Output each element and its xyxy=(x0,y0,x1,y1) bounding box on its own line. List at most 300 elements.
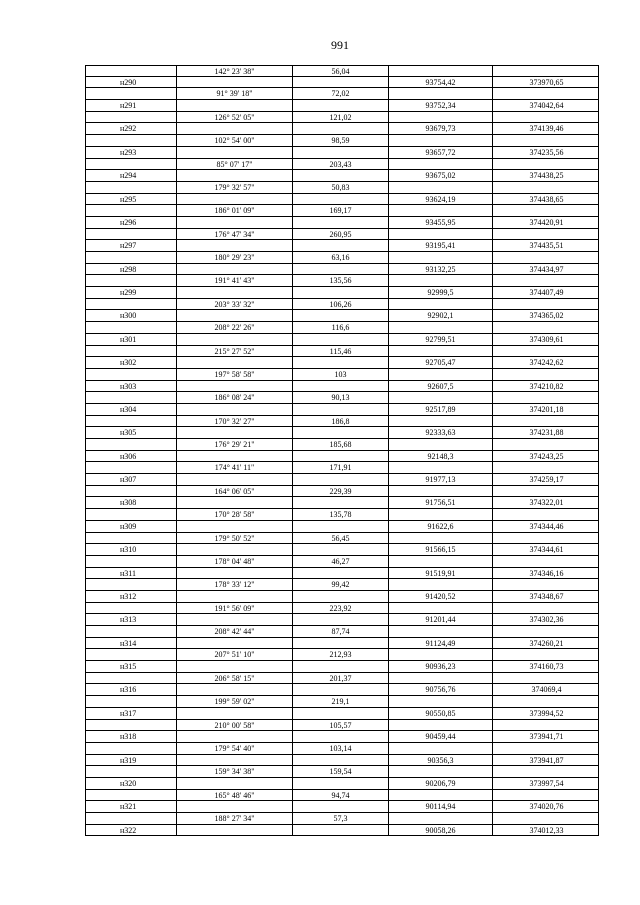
point-name-cell xyxy=(86,299,176,310)
point-row xyxy=(85,708,599,720)
point-name-cell xyxy=(86,766,176,777)
y-coordinate-cell: 374348,67 xyxy=(492,591,600,602)
y-coordinate-cell: 374139,46 xyxy=(492,123,600,134)
length-cell xyxy=(292,544,388,555)
direction-angle-cell xyxy=(176,684,292,695)
length-cell xyxy=(292,755,388,766)
y-coordinate-cell xyxy=(492,392,600,403)
measure-row xyxy=(85,720,599,732)
point-row xyxy=(85,77,599,89)
measure-row xyxy=(85,790,599,802)
measure-row xyxy=(85,649,599,661)
direction-angle-cell: 203° 33' 32" xyxy=(176,299,292,310)
y-coordinate-cell: 374344,46 xyxy=(492,521,600,532)
measure-row xyxy=(85,486,599,498)
y-coordinate-cell: 374438,25 xyxy=(492,170,600,181)
measure-row xyxy=(85,182,599,194)
point-name-cell xyxy=(86,649,176,660)
direction-angle-cell: 102° 54' 00" xyxy=(176,135,292,146)
direction-angle-cell xyxy=(176,568,292,579)
x-coordinate-cell: 93195,41 xyxy=(388,240,492,251)
direction-angle-cell xyxy=(176,381,292,392)
y-coordinate-cell xyxy=(492,813,600,824)
y-coordinate-cell xyxy=(492,252,600,263)
measure-row xyxy=(85,346,599,358)
x-coordinate-cell xyxy=(388,369,492,380)
x-coordinate-cell xyxy=(388,626,492,637)
length-cell: 203,43 xyxy=(292,159,388,170)
y-coordinate-cell xyxy=(492,112,600,123)
length-cell xyxy=(292,591,388,602)
point-row xyxy=(85,521,599,533)
point-row xyxy=(85,170,599,182)
length-cell: 116,6 xyxy=(292,322,388,333)
point-row xyxy=(85,614,599,626)
y-coordinate-cell: 374231,88 xyxy=(492,427,600,438)
measure-row xyxy=(85,462,599,474)
point-name-cell: н316 xyxy=(120,685,137,695)
point-row xyxy=(85,638,599,650)
point-row xyxy=(85,755,599,767)
direction-angle-cell xyxy=(176,614,292,625)
direction-angle-cell: 91° 39' 18" xyxy=(176,88,292,99)
length-cell xyxy=(292,217,388,228)
x-coordinate-cell xyxy=(388,556,492,567)
x-coordinate-cell: 90114,94 xyxy=(388,801,492,812)
direction-angle-cell xyxy=(176,778,292,789)
x-coordinate-cell xyxy=(388,346,492,357)
point-name-cell: н296 xyxy=(120,217,137,227)
measure-row xyxy=(85,252,599,264)
length-cell: 72,02 xyxy=(292,88,388,99)
measure-row xyxy=(85,673,599,685)
point-name-cell xyxy=(86,509,176,520)
y-coordinate-cell xyxy=(492,556,600,567)
x-coordinate-cell xyxy=(388,88,492,99)
direction-angle-cell xyxy=(176,357,292,368)
direction-angle-cell: 186° 01' 09" xyxy=(176,205,292,216)
length-cell xyxy=(292,451,388,462)
y-coordinate-cell: 373997,54 xyxy=(492,778,600,789)
y-coordinate-cell: 374069,4 xyxy=(492,684,600,695)
direction-angle-cell: 165° 48' 46" xyxy=(176,790,292,801)
x-coordinate-cell: 92999,5 xyxy=(388,287,492,298)
x-coordinate-cell: 93624,19 xyxy=(388,194,492,205)
y-coordinate-cell xyxy=(492,579,600,590)
length-cell: 90,13 xyxy=(292,392,388,403)
point-name-cell: н315 xyxy=(120,662,137,672)
direction-angle-cell: 180° 29' 23" xyxy=(176,252,292,263)
y-coordinate-cell: 374160,73 xyxy=(492,661,600,672)
point-row xyxy=(85,825,599,837)
y-coordinate-cell: 374302,36 xyxy=(492,614,600,625)
direction-angle-cell xyxy=(176,404,292,415)
y-coordinate-cell xyxy=(492,88,600,99)
point-name-cell: н304 xyxy=(120,404,137,414)
point-name-cell: н307 xyxy=(120,475,137,485)
x-coordinate-cell xyxy=(388,392,492,403)
measure-row xyxy=(85,439,599,451)
direction-angle-cell: 170° 28' 58" xyxy=(176,509,292,520)
length-cell: 99,42 xyxy=(292,579,388,590)
y-coordinate-cell xyxy=(492,66,600,76)
x-coordinate-cell xyxy=(388,603,492,614)
point-name-cell: н313 xyxy=(120,615,137,625)
direction-angle-cell xyxy=(176,544,292,555)
direction-angle-cell: 142° 23' 38" xyxy=(176,66,292,76)
direction-angle-cell: 85° 07' 17" xyxy=(176,159,292,170)
x-coordinate-cell: 93752,34 xyxy=(388,100,492,111)
x-coordinate-cell: 92902,1 xyxy=(388,310,492,321)
point-name-cell: н308 xyxy=(120,498,137,508)
point-name-cell xyxy=(86,182,176,193)
point-name-cell: н318 xyxy=(120,732,137,742)
point-name-cell xyxy=(86,603,176,614)
x-coordinate-cell xyxy=(388,275,492,286)
measure-row xyxy=(85,65,599,77)
x-coordinate-cell xyxy=(388,182,492,193)
length-cell: 56,45 xyxy=(292,533,388,544)
length-cell xyxy=(292,708,388,719)
length-cell xyxy=(292,614,388,625)
length-cell: 223,92 xyxy=(292,603,388,614)
length-cell: 63,16 xyxy=(292,252,388,263)
length-cell xyxy=(292,334,388,345)
point-name-cell xyxy=(86,486,176,497)
point-row xyxy=(85,778,599,790)
point-name-cell xyxy=(86,462,176,473)
measure-row xyxy=(85,322,599,334)
y-coordinate-cell xyxy=(492,205,600,216)
x-coordinate-cell xyxy=(388,813,492,824)
y-coordinate-cell xyxy=(492,509,600,520)
direction-angle-cell: 170° 32' 27" xyxy=(176,416,292,427)
y-coordinate-cell xyxy=(492,649,600,660)
y-coordinate-cell: 374260,21 xyxy=(492,638,600,649)
length-cell xyxy=(292,825,388,836)
y-coordinate-cell: 373941,87 xyxy=(492,755,600,766)
direction-angle-cell xyxy=(176,497,292,508)
point-name-cell: н291 xyxy=(120,101,137,111)
point-name-cell: н298 xyxy=(120,264,137,274)
point-name-cell: н312 xyxy=(120,591,137,601)
measure-row xyxy=(85,743,599,755)
x-coordinate-cell: 92333,63 xyxy=(388,427,492,438)
measure-row xyxy=(85,229,599,241)
point-name-cell xyxy=(86,205,176,216)
direction-angle-cell xyxy=(176,591,292,602)
point-row xyxy=(85,427,599,439)
direction-angle-cell: 206° 58' 15" xyxy=(176,673,292,684)
point-name-cell xyxy=(86,626,176,637)
y-coordinate-cell xyxy=(492,462,600,473)
x-coordinate-cell xyxy=(388,790,492,801)
length-cell xyxy=(292,287,388,298)
x-coordinate-cell xyxy=(388,486,492,497)
x-coordinate-cell xyxy=(388,673,492,684)
point-name-cell xyxy=(86,579,176,590)
length-cell: 121,02 xyxy=(292,112,388,123)
length-cell: 103 xyxy=(292,369,388,380)
direction-angle-cell xyxy=(176,731,292,742)
length-cell: 171,91 xyxy=(292,462,388,473)
length-cell xyxy=(292,638,388,649)
y-coordinate-cell xyxy=(492,673,600,684)
direction-angle-cell: 208° 42' 44" xyxy=(176,626,292,637)
direction-angle-cell xyxy=(176,287,292,298)
direction-angle-cell: 197° 58' 58" xyxy=(176,369,292,380)
x-coordinate-cell: 91622,6 xyxy=(388,521,492,532)
measure-row xyxy=(85,299,599,311)
y-coordinate-cell xyxy=(492,416,600,427)
measure-row xyxy=(85,416,599,428)
x-coordinate-cell: 92148,3 xyxy=(388,451,492,462)
length-cell: 186,8 xyxy=(292,416,388,427)
y-coordinate-cell xyxy=(492,346,600,357)
point-name-cell xyxy=(86,743,176,754)
measure-row xyxy=(85,88,599,100)
measure-row xyxy=(85,275,599,287)
length-cell: 50,83 xyxy=(292,182,388,193)
length-cell: 105,57 xyxy=(292,720,388,731)
y-coordinate-cell: 374012,33 xyxy=(492,825,600,836)
length-cell xyxy=(292,778,388,789)
length-cell xyxy=(292,194,388,205)
y-coordinate-cell xyxy=(492,182,600,193)
point-name-cell: н321 xyxy=(120,802,137,812)
length-cell: 56,04 xyxy=(292,66,388,76)
x-coordinate-cell xyxy=(388,159,492,170)
point-name-cell xyxy=(86,252,176,263)
direction-angle-cell: 178° 04' 48" xyxy=(176,556,292,567)
direction-angle-cell: 188° 27' 34" xyxy=(176,813,292,824)
direction-angle-cell xyxy=(176,825,292,836)
x-coordinate-cell: 90936,23 xyxy=(388,661,492,672)
length-cell xyxy=(292,100,388,111)
point-row xyxy=(85,661,599,673)
length-cell: 229,39 xyxy=(292,486,388,497)
point-row xyxy=(85,404,599,416)
measure-row xyxy=(85,626,599,638)
point-name-cell xyxy=(86,159,176,170)
x-coordinate-cell: 90058,26 xyxy=(388,825,492,836)
point-name-cell: н303 xyxy=(120,381,137,391)
point-row xyxy=(85,497,599,509)
point-row xyxy=(85,684,599,696)
point-name-cell: н317 xyxy=(120,708,137,718)
length-cell xyxy=(292,568,388,579)
direction-angle-cell xyxy=(176,170,292,181)
length-cell xyxy=(292,381,388,392)
x-coordinate-cell xyxy=(388,743,492,754)
length-cell: 115,46 xyxy=(292,346,388,357)
y-coordinate-cell: 374346,16 xyxy=(492,568,600,579)
y-coordinate-cell xyxy=(492,720,600,731)
direction-angle-cell xyxy=(176,77,292,88)
point-row xyxy=(85,451,599,463)
y-coordinate-cell xyxy=(492,322,600,333)
point-name-cell: н309 xyxy=(120,521,137,531)
length-cell xyxy=(292,264,388,275)
y-coordinate-cell xyxy=(492,275,600,286)
point-row xyxy=(85,801,599,813)
direction-angle-cell xyxy=(176,708,292,719)
length-cell xyxy=(292,731,388,742)
y-coordinate-cell xyxy=(492,486,600,497)
direction-angle-cell: 208° 22' 26" xyxy=(176,322,292,333)
x-coordinate-cell xyxy=(388,205,492,216)
direction-angle-cell: 159° 34' 38" xyxy=(176,766,292,777)
measure-row xyxy=(85,205,599,217)
x-coordinate-cell xyxy=(388,696,492,707)
point-name-cell: н290 xyxy=(120,77,137,87)
length-cell xyxy=(292,170,388,181)
length-cell xyxy=(292,147,388,158)
length-cell: 94,74 xyxy=(292,790,388,801)
direction-angle-cell xyxy=(176,310,292,321)
y-coordinate-cell: 374259,17 xyxy=(492,474,600,485)
direction-angle-cell xyxy=(176,217,292,228)
length-cell xyxy=(292,521,388,532)
y-coordinate-cell xyxy=(492,299,600,310)
x-coordinate-cell: 91420,52 xyxy=(388,591,492,602)
point-name-cell xyxy=(86,346,176,357)
direction-angle-cell: 199° 59' 02" xyxy=(176,696,292,707)
point-row xyxy=(85,591,599,603)
point-row xyxy=(85,100,599,112)
point-name-cell xyxy=(86,556,176,567)
direction-angle-cell: 176° 47' 34" xyxy=(176,229,292,240)
measure-row xyxy=(85,533,599,545)
direction-angle-cell xyxy=(176,123,292,134)
x-coordinate-cell: 91977,13 xyxy=(388,474,492,485)
y-coordinate-cell xyxy=(492,743,600,754)
point-name-cell: н292 xyxy=(120,124,137,134)
length-cell xyxy=(292,310,388,321)
direction-angle-cell xyxy=(176,147,292,158)
direction-angle-cell xyxy=(176,240,292,251)
point-row xyxy=(85,194,599,206)
measure-row xyxy=(85,766,599,778)
length-cell xyxy=(292,684,388,695)
x-coordinate-cell: 91756,51 xyxy=(388,497,492,508)
length-cell: 201,37 xyxy=(292,673,388,684)
y-coordinate-cell: 374420,91 xyxy=(492,217,600,228)
y-coordinate-cell xyxy=(492,696,600,707)
direction-angle-cell: 215° 27' 52" xyxy=(176,346,292,357)
length-cell: 57,3 xyxy=(292,813,388,824)
y-coordinate-cell: 374242,62 xyxy=(492,357,600,368)
y-coordinate-cell: 374309,61 xyxy=(492,334,600,345)
measure-row xyxy=(85,392,599,404)
length-cell xyxy=(292,240,388,251)
x-coordinate-cell: 93754,42 xyxy=(388,77,492,88)
direction-angle-cell xyxy=(176,521,292,532)
measure-row xyxy=(85,603,599,615)
point-name-cell xyxy=(86,813,176,824)
x-coordinate-cell: 92517,89 xyxy=(388,404,492,415)
length-cell: 219,1 xyxy=(292,696,388,707)
x-coordinate-cell xyxy=(388,135,492,146)
point-name-cell: н305 xyxy=(120,428,137,438)
y-coordinate-cell: 374438,65 xyxy=(492,194,600,205)
point-row xyxy=(85,264,599,276)
direction-angle-cell: 164° 06' 05" xyxy=(176,486,292,497)
x-coordinate-cell xyxy=(388,509,492,520)
y-coordinate-cell: 374235,56 xyxy=(492,147,600,158)
direction-angle-cell xyxy=(176,661,292,672)
point-name-cell: н295 xyxy=(120,194,137,204)
point-row xyxy=(85,474,599,486)
y-coordinate-cell: 374243,25 xyxy=(492,451,600,462)
x-coordinate-cell xyxy=(388,112,492,123)
point-name-cell xyxy=(86,112,176,123)
y-coordinate-cell: 374344,61 xyxy=(492,544,600,555)
page-number: 991 xyxy=(331,38,349,52)
point-name-cell xyxy=(86,392,176,403)
point-name-cell xyxy=(86,533,176,544)
x-coordinate-cell xyxy=(388,766,492,777)
x-coordinate-cell: 90550,85 xyxy=(388,708,492,719)
point-row xyxy=(85,240,599,252)
x-coordinate-cell xyxy=(388,533,492,544)
x-coordinate-cell: 90356,3 xyxy=(388,755,492,766)
length-cell: 103,14 xyxy=(292,743,388,754)
x-coordinate-cell: 90206,79 xyxy=(388,778,492,789)
length-cell: 185,68 xyxy=(292,439,388,450)
length-cell: 135,56 xyxy=(292,275,388,286)
length-cell: 87,74 xyxy=(292,626,388,637)
point-name-cell: н301 xyxy=(120,334,137,344)
point-name-cell: н311 xyxy=(120,568,136,578)
length-cell xyxy=(292,357,388,368)
y-coordinate-cell: 373994,52 xyxy=(492,708,600,719)
y-coordinate-cell xyxy=(492,439,600,450)
x-coordinate-cell: 92705,47 xyxy=(388,357,492,368)
x-coordinate-cell xyxy=(388,462,492,473)
x-coordinate-cell: 90459,44 xyxy=(388,731,492,742)
direction-angle-cell: 176° 29' 21" xyxy=(176,439,292,450)
point-name-cell xyxy=(86,439,176,450)
x-coordinate-cell: 91566,15 xyxy=(388,544,492,555)
x-coordinate-cell xyxy=(388,439,492,450)
y-coordinate-cell: 374201,18 xyxy=(492,404,600,415)
point-name-cell: н319 xyxy=(120,755,137,765)
point-row xyxy=(85,731,599,743)
x-coordinate-cell xyxy=(388,649,492,660)
y-coordinate-cell: 374365,02 xyxy=(492,310,600,321)
measure-row xyxy=(85,509,599,521)
length-cell: 169,17 xyxy=(292,205,388,216)
point-name-cell xyxy=(86,369,176,380)
point-row xyxy=(85,123,599,135)
direction-angle-cell: 191° 56' 09" xyxy=(176,603,292,614)
measure-row xyxy=(85,556,599,568)
y-coordinate-cell: 374042,64 xyxy=(492,100,600,111)
direction-angle-cell xyxy=(176,638,292,649)
direction-angle-cell xyxy=(176,755,292,766)
measure-row xyxy=(85,369,599,381)
y-coordinate-cell: 374434,97 xyxy=(492,264,600,275)
point-name-cell xyxy=(86,673,176,684)
direction-angle-cell: 179° 50' 52" xyxy=(176,533,292,544)
y-coordinate-cell xyxy=(492,626,600,637)
y-coordinate-cell: 374210,82 xyxy=(492,381,600,392)
direction-angle-cell xyxy=(176,334,292,345)
y-coordinate-cell xyxy=(492,369,600,380)
direction-angle-cell: 210° 00' 58" xyxy=(176,720,292,731)
length-cell xyxy=(292,123,388,134)
